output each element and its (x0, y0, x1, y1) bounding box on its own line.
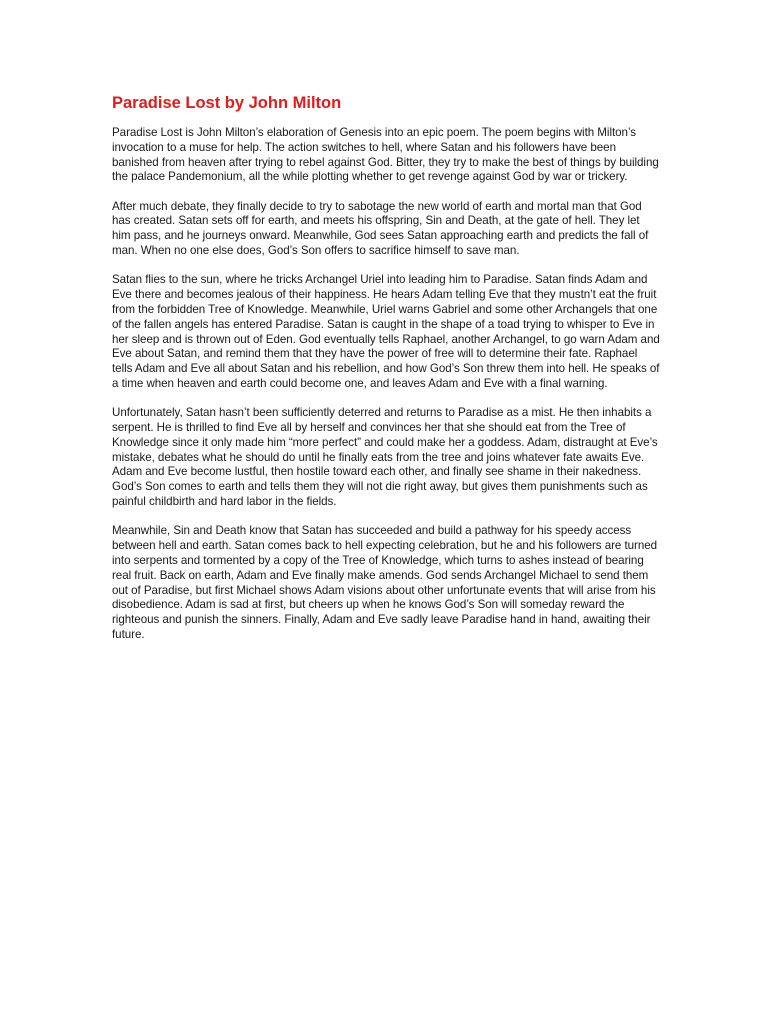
paragraph-2: After much debate, they finally decide to try to sabotage the new world of earth and mortal man that God has created. Satan sets off for earth, and meets his offspring, Sin and Death, at the gate of hell. They let him pass, and he journeys onward. Meanwhile, God sees Satan approaching earth and predicts the fall of man. When no one else does, God’s Son offers to sacrifice himself to save man. (112, 199, 649, 258)
paragraph-4: Unfortunately, Satan hasn’t been sufficiently deterred and returns to Paradise as a mist. He then inhabits a serpent. He is thrilled to find Eve all by herself and convinces her that she should eat from the Tree of Knowledge since it only made him “more perfect” and could make her a goddess. Adam, distraught at Eve’s mistake, debates what he should do until he finally eats from the tree and joins whatever fate awaits Eve. Adam and Eve become lustful, then hostile toward each other, and finally see shame in their nakedness. God’s Son comes to earth and tells them they will not die right away, but gives them punishments such as painful childbirth and hard labor in the fields. (112, 406, 658, 509)
document-page (112, 92, 660, 657)
paragraph-5: Meanwhile, Sin and Death know that Satan has succeeded and build a pathway for his speedy access between hell and earth. Satan comes back to hell expecting celebration, but he and his followers are turned into serpents and tormented by a copy of the Tree of Knowledge, which turns to ashes instead of bearing real fruit. Back on earth, Adam and Eve finally make amends. God sends Archangel Michael to send them out of Paradise, but first Michael shows Adam visions about other unfortunate events that will arise from his disobedience. Adam is sad at first, but cheers up when he knows God’s Son will someday reward the righteous and punish the sinners. Finally, Adam and Eve sadly leave Paradise hand in hand, awaiting their future. (112, 524, 658, 641)
paragraph-3: Satan flies to the sun, where he tricks Archangel Uriel into leading him to Paradise. Satan finds Adam and Eve there and becomes jealous of their happiness. He hears Adam telling Eve that they mustn’t eat the fruit from the forbidden Tree of Knowledge. Meanwhile, Uriel warns Gabriel and some other Archangels that one of the fallen angels has entered Paradise. Satan is caught in the shape of a toad trying to whisper to Eve in her sleep and is thrown out of Eden. God eventually tells Raphael, another Archangel, to go warn Adam and Eve about Satan, and remind them that they have the power of free will to determine their fate. Raphael tells Adam and Eve all about Satan and his rebellion, and how God’s Son threw them into hell. He speaks of a time when heaven and earth could become one, and leaves Adam and Eve with a final warning. (112, 273, 660, 390)
document-title: Paradise Lost by John Milton (112, 94, 342, 112)
paragraph-1: Paradise Lost is John Milton’s elaboration of Genesis into an epic poem. The poem begins with Milton’s invocation to a muse for help. The action switches to hell, where Satan and his followers have been banished from heaven after trying to rebel against God. Bitter, they try to make the best of things by building the palace Pandemonium, all the while plotting whether to get revenge against God by war or trickery. (112, 126, 659, 184)
